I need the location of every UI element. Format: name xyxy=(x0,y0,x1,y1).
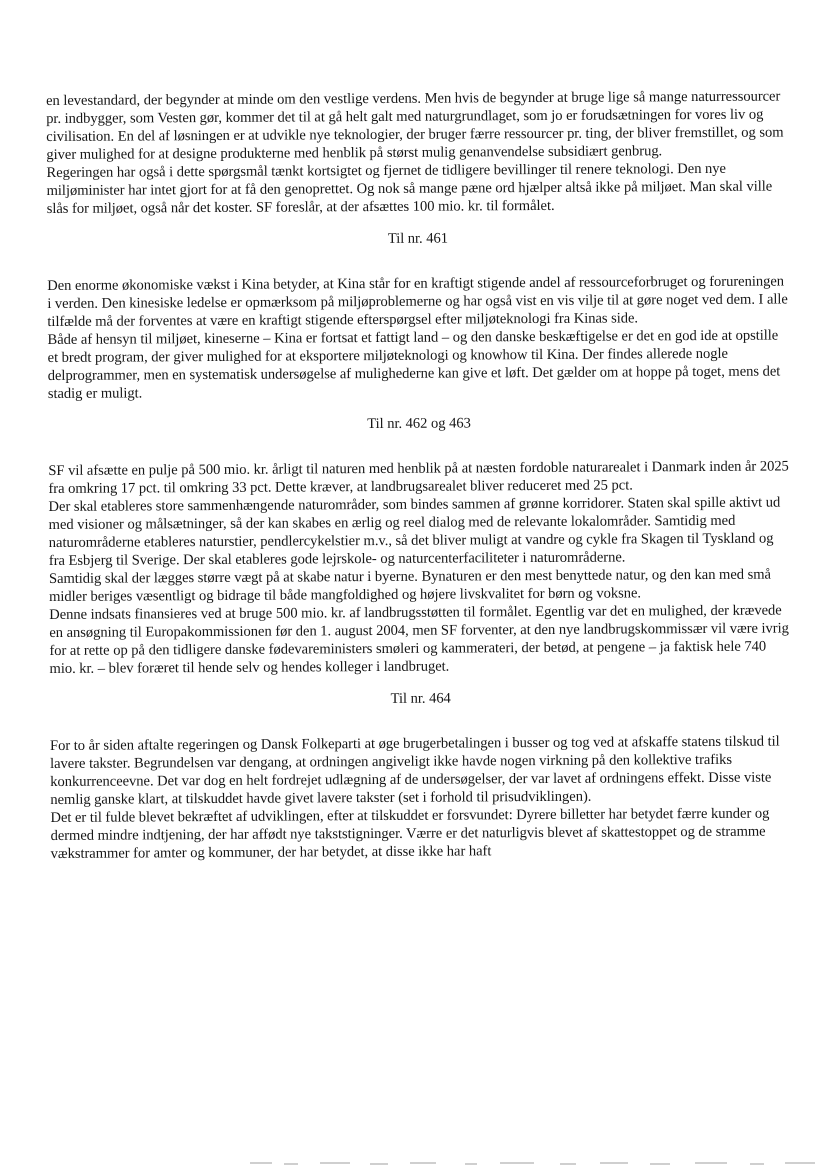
section-461-body xyxy=(47,272,790,403)
paragraph: Regeringen har også i dette spørgsmål tænkt kortsigtet og fjernet de tidligere bevillinger til renere teknologi. Den nye miljøminister har intet gjort for at få den genoprettet. Og nok så mange pæne ord hjælper altså ikke på miljøet. Man skal ville slås for miljøet, også når det koster. SF foreslår, at der afsættes 100 mio. kr. til formålet. xyxy=(46,160,773,217)
section-intro-body xyxy=(46,87,789,218)
paragraph: For to år siden aftalte regeringen og Dansk Folkeparti at øge brugerbetalingen i busser og tog ved at afskaffe statens tilskud til lavere takster. Begrundelsen var dengang, at ordningen angiveligt ikke havde nogen virkning på den kollektive trafiks konkurrenceevne. Det var dog en helt fordrejet udlægning af de undersøgelser, der var lavet af ordningens effekt. Disse viste nemlig ganske klart, at tilskuddet havde givet lavere takster (set i forhold til prisudviklingen). xyxy=(49,733,780,808)
section-462-463-body xyxy=(48,457,791,678)
section-464-body xyxy=(50,732,793,863)
document-body xyxy=(46,87,793,863)
paragraph: en levestandard, der begynder at minde om den vestlige verdens. Men hvis de begynder at bruge lige så mange naturressourcer pr. indbygger, som Vesten gør, kommer det til at gå helt galt med naturgrundlaget, som jo er forudsætningen for vores liv og civilisation. En del af løsningen er at udvikle nye teknologier, der bruger færre ressourcer pr. ting, der bliver fremstillet, og som giver mulighed for at designe produkterne med henblik på størst mulig genanvendelse subsidiært genbrug. xyxy=(46,88,784,163)
section-heading-461: Til nr. 461 xyxy=(387,230,449,247)
section-heading-462-463: Til nr. 462 og 463 xyxy=(367,415,471,433)
scan-edge-marks xyxy=(240,1160,827,1166)
paragraph: Samtidig skal der lægges større vægt på at skabe natur i byerne. Bynaturen er den mest benyttede natur, og den kan med små midler beriges væsentligt og bidrage til både mangfoldighed og højere livskvalitet for børn og voksne. xyxy=(48,566,772,605)
section-heading-464: Til nr. 464 xyxy=(390,690,451,707)
paragraph: Det er til fulde blevet bekræftet af udviklingen, efter at tilskuddet er forsvundet: Dyrere billetter har betydet færre kunder og dermed mindre indtjening, der har affødt nye takststigninger. Værre er det naturligvis blevet af skattestoppet og de stramme vækstrammer for amter og kommuner, der har betydet, at disse ikke har haft xyxy=(50,805,770,862)
paragraph: Denne indsats finansieres ved at bruge 500 mio. kr. af landbrugsstøtten til formålet. Egentlig var det en mulighed, der krævede en ansøgning til Europakommissionen før den 1. august 2004, men SF forventer, at den nye landbrugskommissær vil være ivrig for at rette op på den tidligere danske fødevareministers smøleri og kammerateri, der betød, at pengene – ja faktisk hele 740 mio. kr. – blev foræret til hende selv og hendes kolleger i landbruget. xyxy=(49,602,789,677)
paragraph: SF vil afsætte en pulje på 500 mio. kr. årligt til naturen med henblik på at næsten fordoble naturarealet i Danmark inden år 2025 fra omkring 17 pct. til omkring 33 pct. Dette kræver, at landbrugsarealet bliver reduceret med 25 pct. xyxy=(48,458,789,497)
paragraph: Både af hensyn til miljøet, kineserne – Kina er fortsat et fattigt land – og den danske beskæftigelse er det en god ide at opstille et bredt program, der giver mulighed for at eksportere miljøteknologi og knowhow til Kina. Der findes allerede nogle delprogrammer, men en systematisk undersøgelse af mulighederne kan give et løft. Det gælder om at hoppe på toget, mens det stadig er muligt. xyxy=(47,327,781,402)
paragraph: Der skal etableres store sammenhængende naturområder, som bindes sammen af grønne korridorer. Staten skal spille aktivt ud med visioner og målsætninger, så der kan skabes en ærlig og reel dialog med de relevante lokalområder. Samtidig med naturområderne etableres naturstier, pendlercykelstier m.v., så det bliver muligt at vandre og cykle fra Skagen til Tyskland og fra Esbjerg til Sverige. Der skal etableres gode lejrskole- og naturcenterfaciliteter i naturområderne. xyxy=(48,494,781,569)
paragraph: Den enorme økonomiske vækst i Kina betyder, at Kina står for en kraftigt stigende andel af ressourceforbruget og forureningen i verden. Den kinesiske ledelse er opmærksom på miljøproblemerne og har også vist en vis vilje til at gøre noget ved dem. I alle tilfælde må der forventes at være en kraftigt stigende efterspørgsel efter miljøteknologi fra Kinas side. xyxy=(47,273,788,330)
